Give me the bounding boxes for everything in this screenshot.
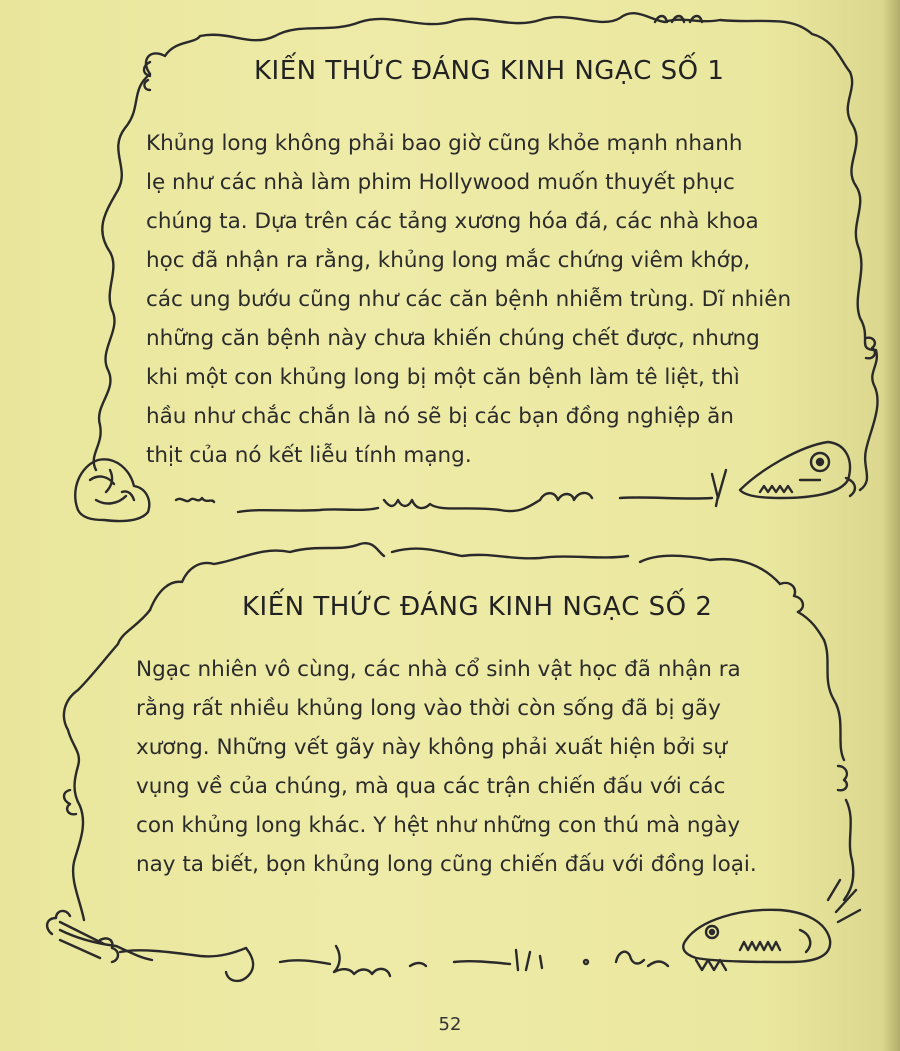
text-line: hầu như chắc chắn là nó sẽ bị các bạn đồng nghiệp ăn [146,404,734,429]
fact-box-text [146,124,836,475]
text-line: thịt của nó kết liễu tính mạng. [146,443,472,468]
text-line: lẹ như các nhà làm phim Hollywood muốn thuyết phục [146,170,735,195]
skull-doodle-icon [683,880,860,970]
fact-box-title: KIẾN THỨC ĐÁNG KINH NGẠC SỐ 1 [254,56,725,86]
text-line: vụng về của chúng, mà qua các trận chiến đấu với các [136,774,726,799]
text-line: rằng rất nhiều khủng long vào thời còn sống đã bị gãy [136,696,721,721]
fact-box-title: KIẾN THỨC ĐÁNG KINH NGẠC SỐ 2 [242,592,713,622]
text-line: các ung bướu cũng như các căn bệnh nhiễm trùng. Dĩ nhiên [146,287,792,312]
text-line: chúng ta. Dựa trên các tảng xương hóa đá, các nhà khoa [146,209,759,234]
text-line: học đã nhận ra rằng, khủng long mắc chứng viêm khớp, [146,248,751,273]
text-line: xương. Những vết gãy này không phải xuất hiện bởi sự [136,735,727,760]
book-spine-shadow [882,0,900,1051]
rock-doodle-icon [75,459,149,521]
fact-box-text [136,650,826,884]
text-line: Khủng long không phải bao giờ cũng khỏe mạnh nhanh [146,131,743,156]
text-line: Ngạc nhiên vô cùng, các nhà cổ sinh vật học đã nhận ra [136,657,741,682]
text-line: nay ta biết, bọn khủng long cũng chiến đấu với đồng loại. [136,852,757,877]
text-line: con khủng long khác. Y hệt như những con thú mà ngày [136,813,741,838]
text-line: những căn bệnh này chưa khiến chúng chết được, nhưng [146,326,760,351]
page-number: 52 [438,1014,462,1035]
text-line: khi một con khủng long bị một căn bệnh làm tê liệt, thì [146,365,740,390]
